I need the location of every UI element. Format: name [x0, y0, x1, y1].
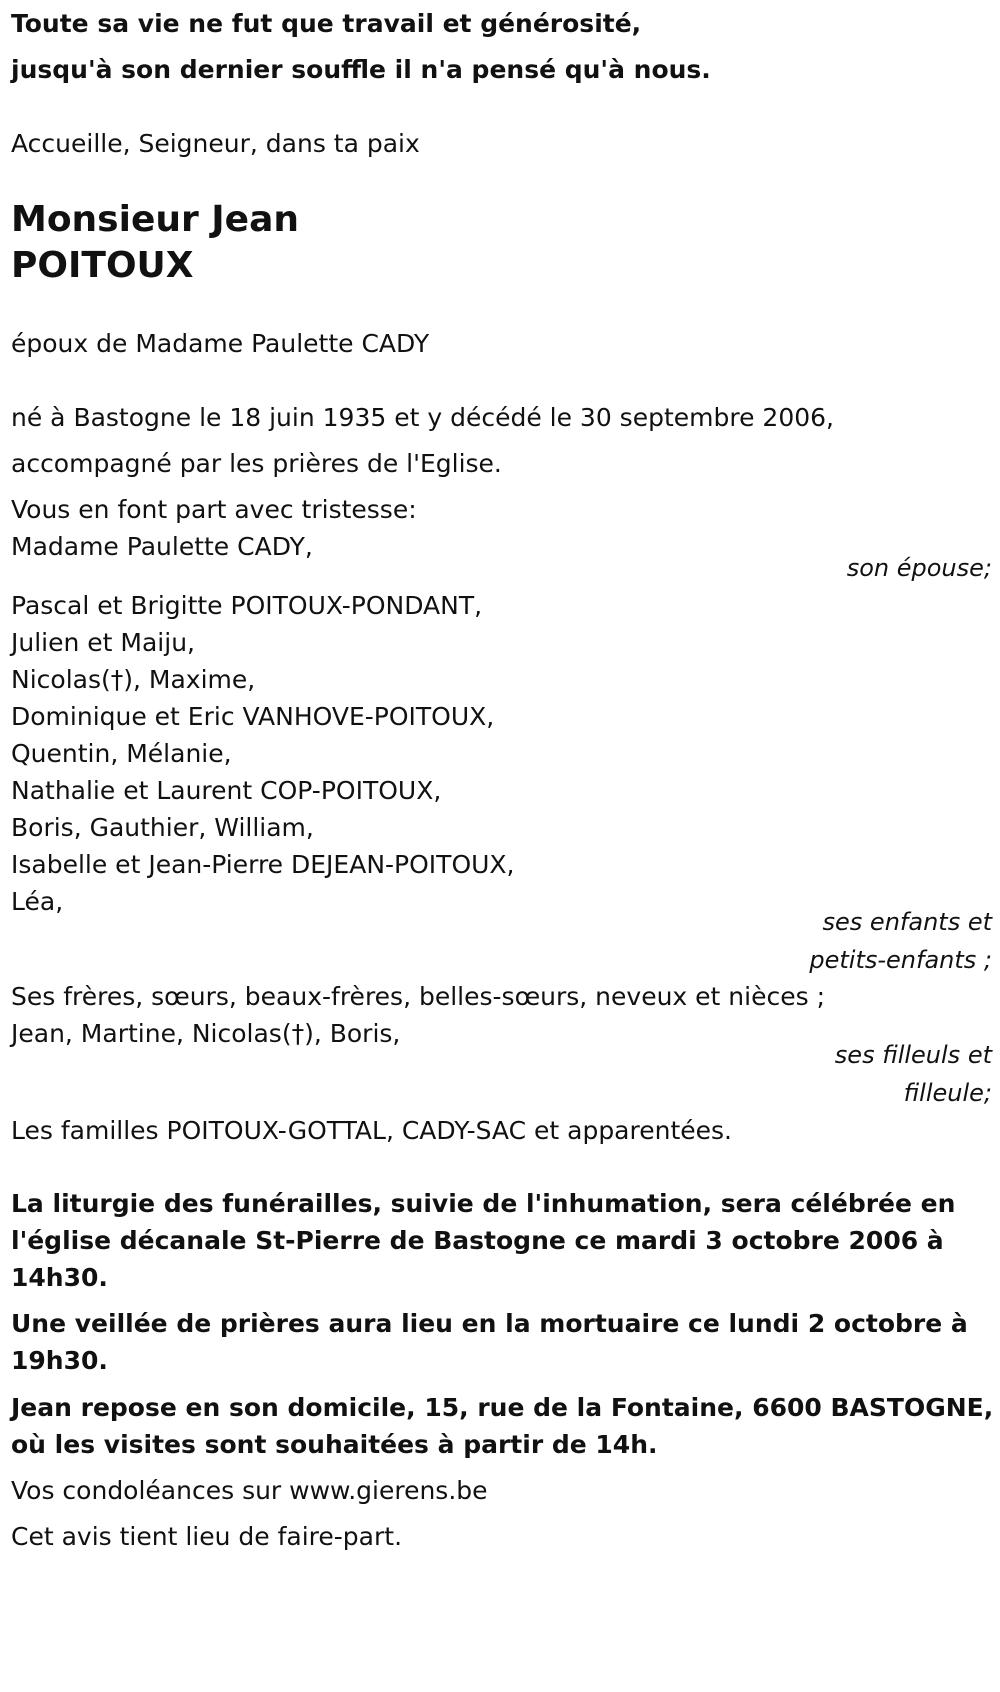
rest-line-2: où les visites sont souhaitées à partir de 14h. [11, 1430, 658, 1459]
condolences-line: Vos condoléances sur www.gierens.be [11, 1476, 488, 1505]
spouse-line: époux de Madame Paulette CADY [11, 329, 430, 358]
church-line: accompagné par les prières de l'Eglise. [11, 449, 502, 478]
godchildren-role-line-2: filleule; [903, 1079, 992, 1107]
child-line: Nathalie et Laurent COP-POITOUX, [11, 776, 442, 805]
notice-line: Cet avis tient lieu de faire-part. [11, 1522, 403, 1551]
liturgy-line-2: l'église décanale St-Pierre de Bastogne ce mardi 3 octobre 2006 à [11, 1226, 944, 1255]
godchildren-role-line-1: ses filleuls et [834, 1041, 992, 1069]
child-line: Nicolas(†), Maxime, [11, 665, 256, 694]
siblings-line: Ses frères, sœurs, beaux-frères, belles-sœurs, neveux et nièces ; [11, 982, 825, 1011]
child-line: Dominique et Eric VANHOVE-POITOUX, [11, 702, 495, 731]
children-role-line-2: petits-enfants ; [809, 946, 992, 974]
header-line-2: jusqu'à son dernier souffle il n'a pensé qu'à nous. [11, 55, 711, 84]
spouse-name: Madame Paulette CADY, [11, 532, 313, 561]
child-line: Boris, Gauthier, William, [11, 813, 314, 842]
deceased-name-last: POITOUX [11, 245, 194, 286]
rest-line-1: Jean repose en son domicile, 15, rue de la Fontaine, 6600 BASTOGNE, [11, 1393, 994, 1422]
birth-death-line: né à Bastogne le 18 juin 1935 et y décédé le 30 septembre 2006, [11, 403, 834, 432]
child-line: Léa, [11, 887, 64, 916]
header-line-1: Toute sa vie ne fut que travail et générosité, [11, 9, 642, 38]
vigil-line-1: Une veillée de prières aura lieu en la mortuaire ce lundi 2 octobre à [11, 1309, 968, 1338]
child-line: Pascal et Brigitte POITOUX-PONDANT, [11, 591, 483, 620]
godchildren-line: Jean, Martine, Nicolas(†), Boris, [11, 1019, 401, 1048]
deceased-name-first: Monsieur Jean [11, 199, 300, 240]
families-line: Les familles POITOUX-GOTTAL, CADY-SAC et apparentées. [11, 1116, 732, 1145]
liturgy-line-3: 14h30. [11, 1263, 108, 1292]
vigil-line-2: 19h30. [11, 1346, 108, 1375]
child-line: Isabelle et Jean-Pierre DEJEAN-POITOUX, [11, 850, 515, 879]
child-line: Quentin, Mélanie, [11, 739, 232, 768]
liturgy-line-1: La liturgie des funérailles, suivie de l'inhumation, sera célébrée en [11, 1189, 956, 1218]
children-role-line-1: ses enfants et [822, 908, 992, 936]
announcement-intro: Vous en font part avec tristesse: [11, 495, 417, 524]
prayer-line: Accueille, Seigneur, dans ta paix [11, 129, 420, 158]
child-line: Julien et Maiju, [11, 628, 195, 657]
spouse-role: son épouse; [846, 554, 992, 582]
